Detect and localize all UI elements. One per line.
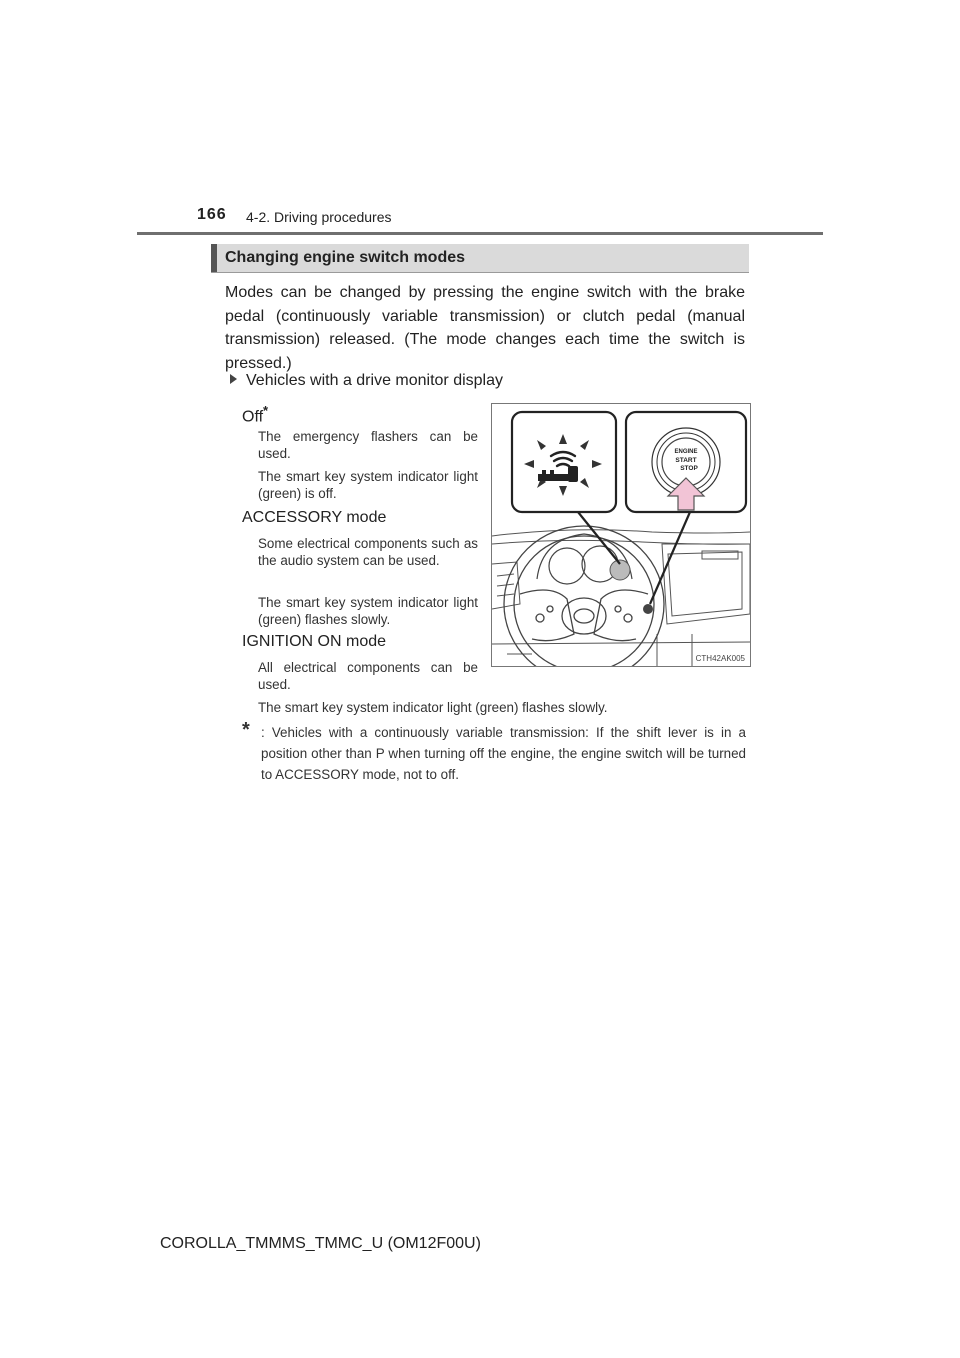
- indicator-callout: [512, 412, 616, 512]
- mode-off-label: Off: [242, 408, 264, 426]
- button-text-stop: STOP: [680, 465, 698, 472]
- button-text-start: START: [675, 457, 697, 464]
- mode-ignition-desc-2: The smart key system indicator light (green) flashes slowly.: [258, 700, 608, 715]
- footer-document-id: COROLLA_TMMMS_TMMC_U (OM12F00U): [160, 1235, 481, 1252]
- footnote-star: *: [242, 719, 250, 741]
- mode-off-desc-2: The smart key system indicator light (green) is off.: [258, 469, 478, 501]
- dashboard-illustration: [492, 404, 750, 666]
- mode-ignition-title: IGNITION ON mode: [242, 633, 387, 650]
- mode-accessory-desc-2: The smart key system indicator light (green) flashes slowly.: [258, 595, 478, 627]
- mode-ignition-desc-1: All electrical components can be used.: [258, 660, 478, 692]
- engine-switch-location: [643, 604, 653, 614]
- button-text-engine: ENGINE: [674, 449, 698, 455]
- section-title: 4-2. Driving procedures: [246, 209, 392, 225]
- footnote-mark: *: [263, 403, 269, 418]
- mode-accessory-desc-1: Some electrical components such as the audio system can be used.: [258, 536, 478, 568]
- footnote: [242, 719, 746, 785]
- page-number: 166: [197, 206, 227, 223]
- triangle-bullet-icon: [230, 374, 237, 384]
- heading-box: [211, 244, 749, 273]
- bullet-text: Vehicles with a drive monitor display: [246, 372, 504, 389]
- mode-off-desc-1: The emergency flashers can be used.: [258, 429, 478, 461]
- footnote-text: : Vehicles with a continuously variable transmission: If the shift lever is in a position other than P when turning off the engine, the engine switch will be turned to ACCESSORY mode, not to off.: [261, 725, 746, 782]
- figure-code: CTH42AK005: [695, 654, 745, 663]
- heading-title: Changing engine switch modes: [225, 249, 466, 266]
- header-rule: [137, 232, 823, 235]
- mode-accessory-title: ACCESSORY mode: [242, 509, 387, 526]
- intro-paragraph: Modes can be changed by pressing the engine switch with the brake pedal (continuously variable transmission) or clutch pedal (manual transmission) released. (The mode changes each time the switch is pressed.): [225, 284, 745, 372]
- bullet-item: [230, 372, 503, 390]
- mode-off-title: [242, 403, 268, 426]
- heading-bar: [211, 244, 217, 272]
- figure-engine-switch: [491, 403, 751, 667]
